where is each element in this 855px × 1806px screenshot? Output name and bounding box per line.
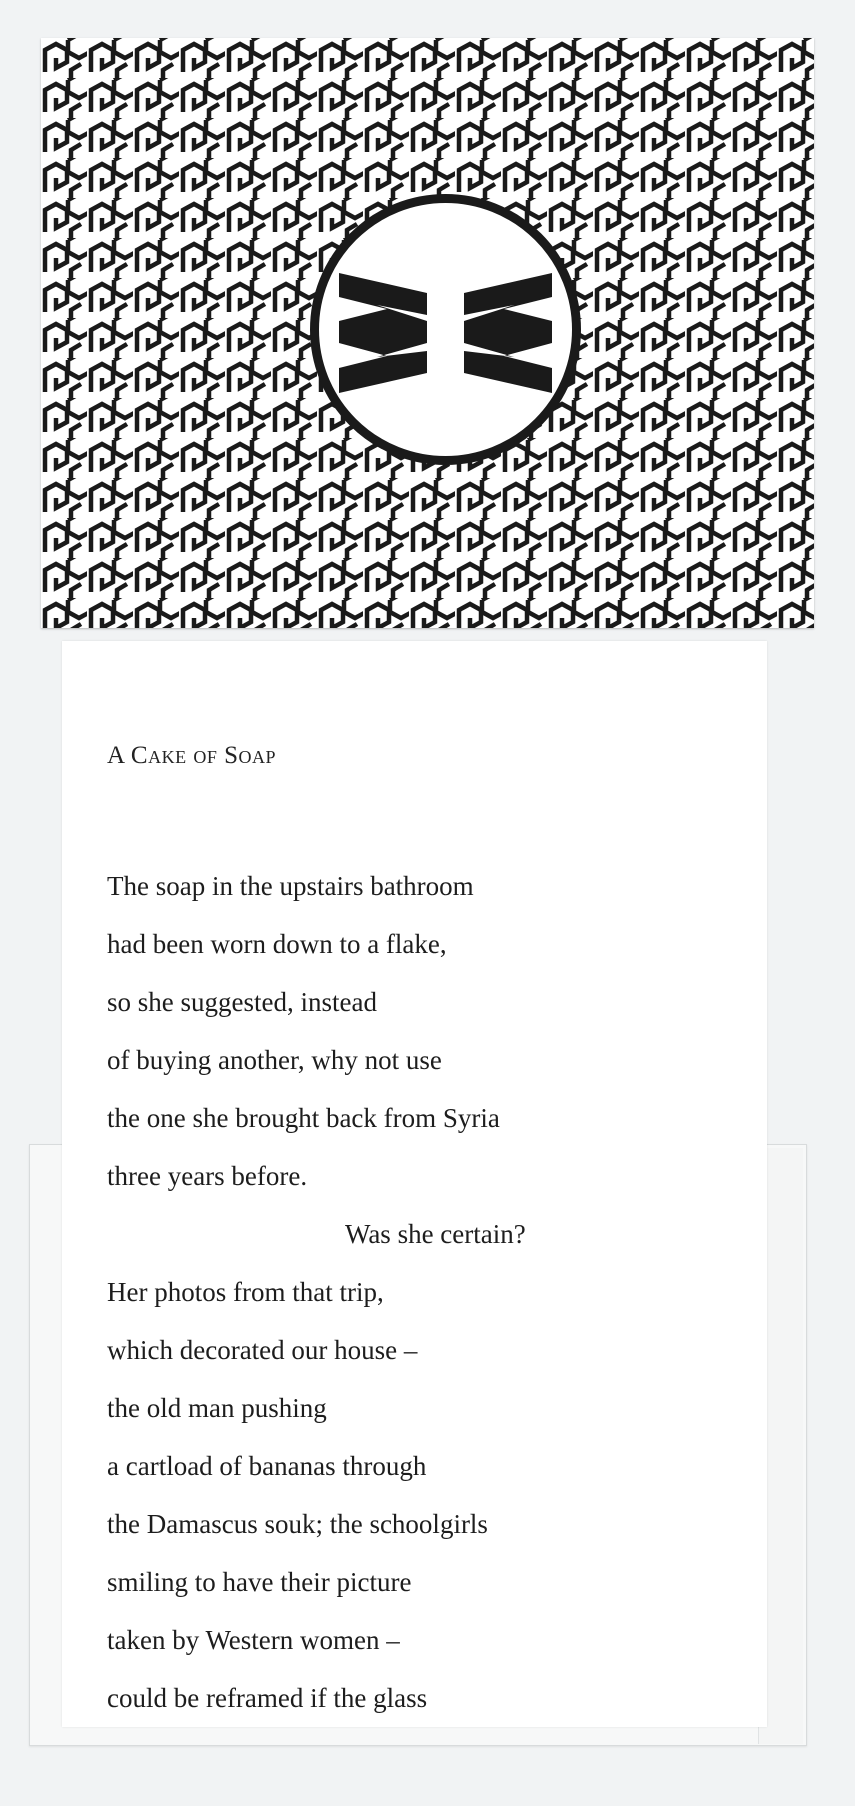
poem-line: which decorated our house –	[107, 1335, 418, 1365]
poem-line: of buying another, why not use	[107, 1045, 442, 1075]
poem-line: the one she brought back from Syria	[107, 1103, 500, 1133]
poem-title: A Cake of Soap	[107, 742, 277, 769]
poem-line-indented: Was she certain?	[345, 1219, 526, 1249]
double-w-logo-icon	[309, 193, 582, 466]
poem-line: had been worn down to a flake,	[107, 929, 447, 959]
poem-line: The soap in the upstairs bathroom	[107, 871, 474, 901]
cover-card	[41, 38, 814, 628]
poem-line: three years before.	[107, 1161, 308, 1191]
poem-body	[107, 857, 727, 1727]
poem-line: the old man pushing	[107, 1393, 327, 1423]
poem-page	[62, 641, 767, 1727]
poem-line: Her photos from that trip,	[107, 1277, 384, 1307]
poem-line: a cartload of bananas through	[107, 1451, 427, 1481]
poem-line: the Damascus souk; the schoolgirls	[107, 1509, 488, 1539]
poem-line: taken by Western women –	[107, 1625, 400, 1655]
poem-line: could be reframed if the glass	[107, 1683, 428, 1713]
poem-line: smiling to have their picture	[107, 1567, 412, 1597]
poem-line: so she suggested, instead	[107, 987, 377, 1017]
